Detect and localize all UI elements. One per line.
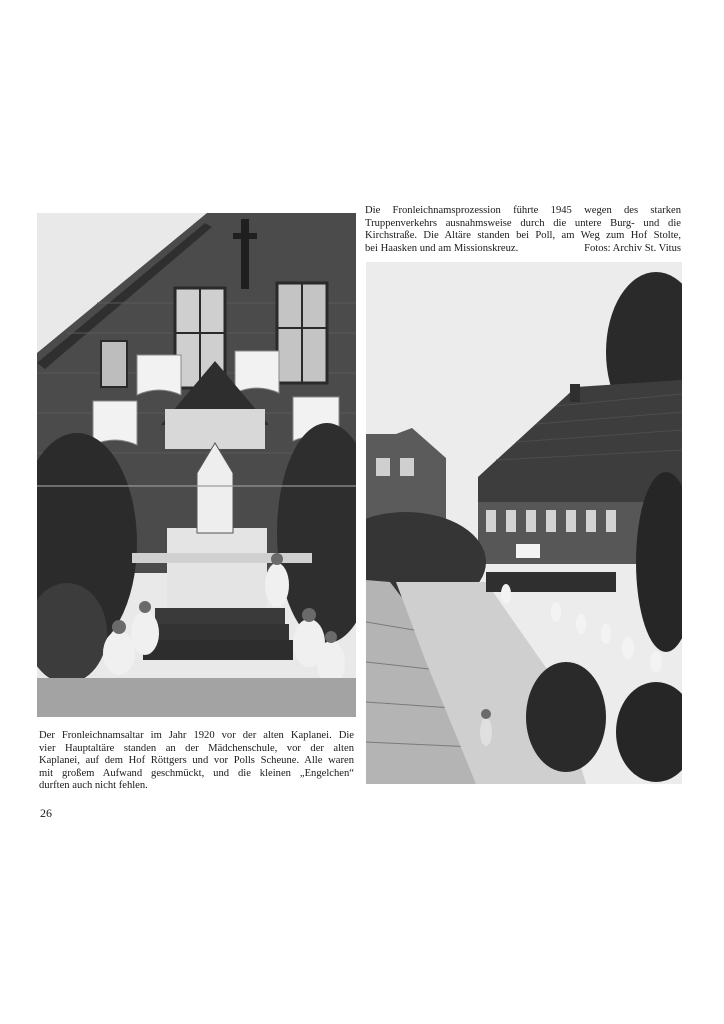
- caption-right-line: Die Fronleichnamsprozession führte 1945 wegen des starken: [365, 205, 681, 216]
- photo-altar-1920: [37, 213, 356, 717]
- photo-credit: Fotos: Archiv St. Vitus: [584, 242, 681, 254]
- caption-left-line: Der Fronleichnamsaltar im Jahr 1920 vor der alten Kaplanei. Die: [39, 730, 354, 741]
- photo-procession-1945: [366, 262, 682, 784]
- photo-procession-1945-image: [366, 262, 682, 784]
- caption-right-last-line: [365, 243, 681, 256]
- caption-left-line: Kaplanei, auf dem Hof Röttgers und vor Polls Scheune. Alle waren: [39, 755, 354, 767]
- caption-altar-1920: [39, 730, 354, 793]
- caption-right-line: bei Haasken und am Missionskreuz.: [365, 242, 519, 254]
- caption-right-line: Kirchstraße. Die Altäre standen bei Poll, am Weg zum Hof Stolte,: [365, 230, 681, 242]
- caption-left-line: mit großem Aufwand geschmückt, und die kleinen „Engelchen“: [39, 767, 354, 779]
- caption-left-line: durften auch nicht fehlen.: [39, 780, 148, 792]
- caption-procession-1945: [365, 205, 681, 255]
- caption-right-line: Truppenverkehrs ausnahmsweise durch die untere Burg- und die: [365, 217, 681, 229]
- caption-left-line: vier Hauptaltäre standen an der Mädchenschule, vor der alten: [39, 742, 354, 754]
- photo-altar-1920-image: [37, 213, 356, 717]
- page-number: 26: [40, 806, 52, 820]
